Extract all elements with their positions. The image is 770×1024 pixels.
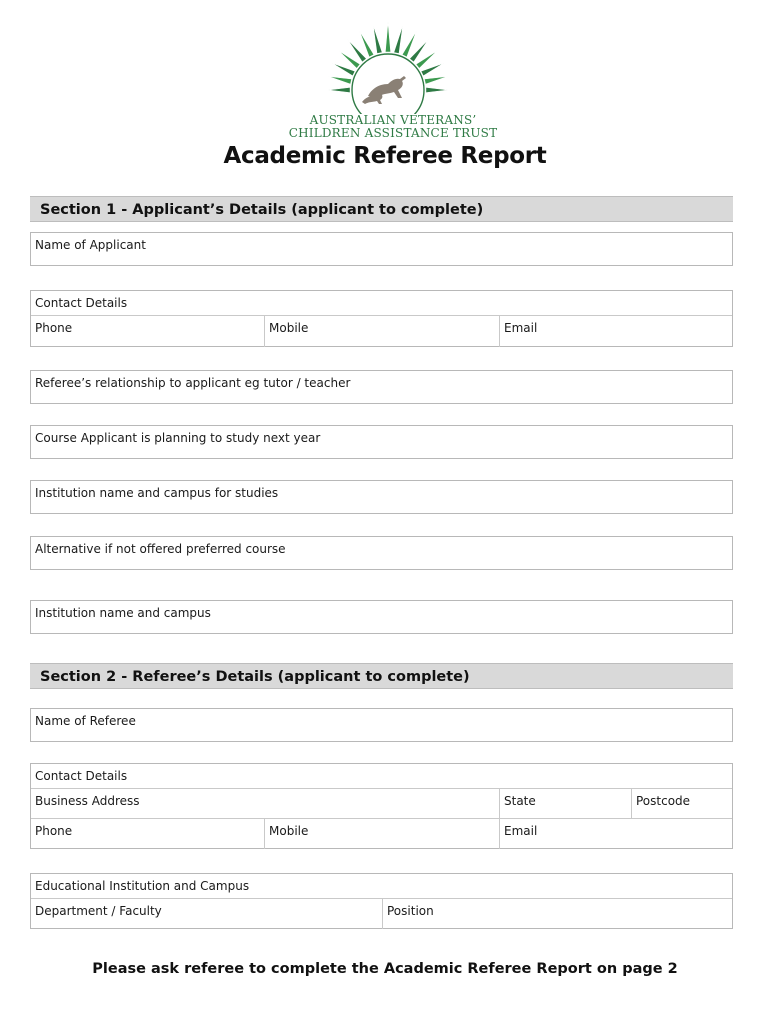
- field-label: Referee’s relationship to applicant eg tutor / teacher: [35, 376, 351, 390]
- address-row: [31, 788, 732, 819]
- field-label: Postcode: [636, 794, 691, 808]
- logo-ray: [373, 25, 382, 54]
- contact-details-row: [31, 764, 732, 788]
- logo-ray: [426, 87, 448, 92]
- institution-for-studies-field[interactable]: [30, 480, 733, 514]
- referee-contact-details-box: [30, 763, 733, 849]
- field-label: Alternative if not offered preferred course: [35, 542, 286, 556]
- field-label: Email: [504, 824, 538, 838]
- logo-ray: [394, 25, 403, 54]
- logo-ray: [360, 31, 374, 57]
- applicant-contact-details-box: [30, 290, 733, 347]
- field-label: Contact Details: [35, 296, 128, 310]
- section1-heading: Section 1 - Applicant’s Details (applicant to complete): [30, 196, 733, 222]
- applicant-email-field[interactable]: [499, 316, 732, 347]
- field-label: Department / Faculty: [35, 904, 162, 918]
- referee-phone-field[interactable]: [31, 819, 264, 849]
- name-of-applicant-field[interactable]: [30, 232, 733, 266]
- business-address-field[interactable]: [31, 789, 499, 819]
- phone-row: [31, 818, 732, 849]
- field-label: Name of Referee: [35, 714, 136, 728]
- name-of-referee-field[interactable]: [30, 708, 733, 742]
- logo-ray: [328, 87, 350, 92]
- field-label: Email: [504, 321, 538, 335]
- logo-ray: [421, 63, 444, 76]
- footer-note: Please ask referee to complete the Academic Referee Report on page 2: [92, 961, 678, 977]
- field-label: Phone: [35, 824, 73, 838]
- educational-institution-field[interactable]: [31, 874, 732, 898]
- referee-email-field[interactable]: [499, 819, 732, 849]
- postcode-field[interactable]: [631, 789, 732, 819]
- department-faculty-field[interactable]: [31, 899, 382, 929]
- department-row: [31, 898, 732, 929]
- org-name-line2: CHILDREN ASSISTANCE TRUST: [288, 126, 498, 140]
- field-label: Mobile: [269, 824, 309, 838]
- field-label: Institution name and campus for studies: [35, 486, 279, 500]
- logo-ray: [385, 22, 390, 52]
- contact-details-row: [31, 291, 732, 315]
- field-label: Phone: [35, 321, 73, 335]
- logo-ray: [402, 31, 416, 57]
- logo-ray: [424, 77, 447, 85]
- institution-campus-field[interactable]: [30, 600, 733, 634]
- field-label: Institution name and campus: [35, 606, 211, 620]
- field-label: Mobile: [269, 321, 309, 335]
- position-field[interactable]: [382, 899, 732, 929]
- alternative-course-field[interactable]: [30, 536, 733, 570]
- contact-fields-row: [31, 315, 732, 347]
- course-field[interactable]: [30, 425, 733, 459]
- field-label: Contact Details: [35, 769, 128, 783]
- applicant-mobile-field[interactable]: [264, 316, 500, 347]
- field-label: Business Address: [35, 794, 140, 808]
- field-label: Name of Applicant: [35, 238, 146, 252]
- referee-relationship-field[interactable]: [30, 370, 733, 404]
- logo-ray: [332, 63, 355, 76]
- educational-institution-box: [30, 873, 733, 929]
- field-label: Position: [387, 904, 434, 918]
- logo-ray: [329, 77, 352, 85]
- page-title: Academic Referee Report: [223, 143, 547, 169]
- section2-heading: Section 2 - Referee’s Details (applicant to complete): [30, 663, 733, 689]
- referee-mobile-field[interactable]: [264, 819, 500, 849]
- applicant-phone-field[interactable]: [31, 316, 264, 347]
- field-label: Course Applicant is planning to study next year: [35, 431, 321, 445]
- field-label: State: [504, 794, 536, 808]
- org-name-line1: AUSTRALIAN VETERANS’: [309, 113, 477, 127]
- field-label: Educational Institution and Campus: [35, 879, 250, 893]
- state-field[interactable]: [499, 789, 632, 819]
- kangaroo-sunburst-logo-icon: [318, 18, 458, 114]
